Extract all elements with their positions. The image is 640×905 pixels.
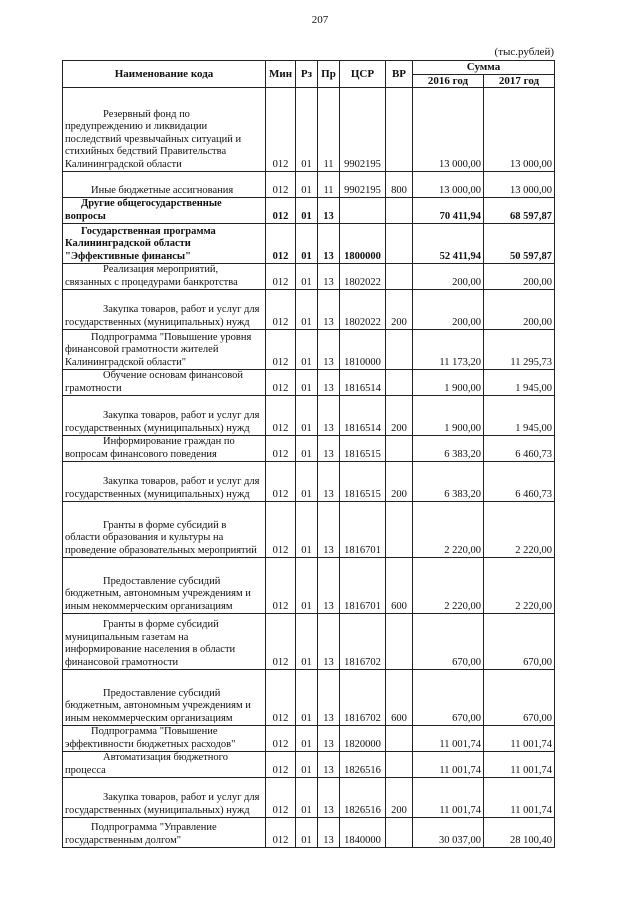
row-rz: 01 — [296, 88, 318, 172]
row-vr: 600 — [386, 558, 413, 614]
table-row — [63, 670, 555, 726]
row-sum-2017: 13 000,00 — [484, 88, 555, 172]
row-min: 012 — [266, 88, 296, 172]
row-pr: 13 — [318, 290, 340, 330]
table-row — [63, 224, 555, 264]
row-rz: 01 — [296, 198, 318, 224]
row-sum-2016: 200,00 — [413, 264, 484, 290]
row-sum-2016: 200,00 — [413, 290, 484, 330]
row-min: 012 — [266, 778, 296, 818]
row-rz: 01 — [296, 670, 318, 726]
row-sum-2017: 11 001,74 — [484, 726, 555, 752]
row-sum-2017: 11 001,74 — [484, 752, 555, 778]
row-sum-2016: 6 383,20 — [413, 436, 484, 462]
row-name: Информирование граждан по вопросам финансового поведения — [63, 436, 266, 462]
row-vr: 200 — [386, 462, 413, 502]
row-name: Резервный фонд по предупреждению и ликвидации последствий чрезвычайных ситуаций и стихийных бедствий Правительства Калининградской области — [63, 88, 266, 172]
row-csr: 1802022 — [340, 290, 386, 330]
row-rz: 01 — [296, 502, 318, 558]
row-rz: 01 — [296, 614, 318, 670]
row-min: 012 — [266, 330, 296, 370]
row-vr — [386, 224, 413, 264]
row-pr: 13 — [318, 614, 340, 670]
row-sum-2016: 70 411,94 — [413, 198, 484, 224]
row-sum-2017: 1 945,00 — [484, 396, 555, 436]
row-csr: 1816514 — [340, 396, 386, 436]
row-pr: 13 — [318, 198, 340, 224]
row-min: 012 — [266, 264, 296, 290]
row-sum-2016: 13 000,00 — [413, 88, 484, 172]
table-row — [63, 818, 555, 848]
row-rz: 01 — [296, 370, 318, 396]
row-pr: 11 — [318, 88, 340, 172]
row-rz: 01 — [296, 726, 318, 752]
row-sum-2016: 11 173,20 — [413, 330, 484, 370]
page-number: 207 — [311, 14, 329, 26]
row-sum-2017: 68 597,87 — [484, 198, 555, 224]
row-name: Подпрограмма "Управление государственным долгом" — [63, 818, 266, 848]
row-sum-2017: 2 220,00 — [484, 558, 555, 614]
row-sum-2017: 2 220,00 — [484, 502, 555, 558]
header-rz: Рз — [296, 61, 318, 88]
row-sum-2017: 6 460,73 — [484, 436, 555, 462]
header-min: Мин — [266, 61, 296, 88]
row-pr: 13 — [318, 224, 340, 264]
row-sum-2017: 13 000,00 — [484, 172, 555, 198]
row-rz: 01 — [296, 462, 318, 502]
row-csr: 1802022 — [340, 264, 386, 290]
row-rz: 01 — [296, 752, 318, 778]
row-vr: 200 — [386, 778, 413, 818]
row-name: Подпрограмма "Повышение уровня финансовой грамотности жителей Калининградской области" — [63, 330, 266, 370]
row-min: 012 — [266, 290, 296, 330]
row-csr: 9902195 — [340, 172, 386, 198]
row-sum-2017: 670,00 — [484, 670, 555, 726]
table-row — [63, 330, 555, 370]
row-sum-2017: 50 597,87 — [484, 224, 555, 264]
row-rz: 01 — [296, 778, 318, 818]
row-pr: 13 — [318, 818, 340, 848]
row-min: 012 — [266, 436, 296, 462]
row-rz: 01 — [296, 558, 318, 614]
row-sum-2017: 200,00 — [484, 290, 555, 330]
row-rz: 01 — [296, 290, 318, 330]
row-vr — [386, 614, 413, 670]
row-name: Предоставление субсидий бюджетным, автономным учреждениям и иным некоммерческим организациям — [63, 558, 266, 614]
row-csr: 1816514 — [340, 370, 386, 396]
row-rz: 01 — [296, 436, 318, 462]
table-row — [63, 172, 555, 198]
table-row — [63, 558, 555, 614]
row-csr — [340, 198, 386, 224]
row-sum-2016: 1 900,00 — [413, 370, 484, 396]
row-vr — [386, 818, 413, 848]
row-sum-2016: 6 383,20 — [413, 462, 484, 502]
row-rz: 01 — [296, 818, 318, 848]
row-sum-2017: 11 295,73 — [484, 330, 555, 370]
row-vr — [386, 370, 413, 396]
table-row — [63, 198, 555, 224]
table-row — [63, 752, 555, 778]
row-rz: 01 — [296, 224, 318, 264]
row-min: 012 — [266, 396, 296, 436]
table-row — [63, 290, 555, 330]
row-csr: 1816701 — [340, 502, 386, 558]
row-csr: 9902195 — [340, 88, 386, 172]
row-vr — [386, 436, 413, 462]
row-sum-2016: 13 000,00 — [413, 172, 484, 198]
row-name: Другие общегосударственные вопросы — [63, 198, 266, 224]
row-sum-2016: 11 001,74 — [413, 778, 484, 818]
row-pr: 13 — [318, 436, 340, 462]
row-vr: 800 — [386, 172, 413, 198]
row-name: Закупка товаров, работ и услуг для государственных (муниципальных) нужд — [63, 396, 266, 436]
row-min: 012 — [266, 224, 296, 264]
row-name: Государственная программа Калининградской области "Эффективные финансы" — [63, 224, 266, 264]
table-row — [63, 396, 555, 436]
row-min: 012 — [266, 726, 296, 752]
row-pr: 13 — [318, 370, 340, 396]
row-name: Предоставление субсидий бюджетным, автономным учреждениям и иным некоммерческим организациям — [63, 670, 266, 726]
row-name: Автоматизация бюджетного процесса — [63, 752, 266, 778]
header-name: Наименование кода — [63, 61, 266, 88]
row-csr: 1810000 — [340, 330, 386, 370]
table-body — [63, 88, 555, 848]
row-sum-2016: 2 220,00 — [413, 502, 484, 558]
row-csr: 1826516 — [340, 778, 386, 818]
row-sum-2017: 28 100,40 — [484, 818, 555, 848]
row-vr — [386, 264, 413, 290]
row-name: Иные бюджетные ассигнования — [63, 172, 266, 198]
row-pr: 13 — [318, 396, 340, 436]
row-vr: 600 — [386, 670, 413, 726]
row-vr — [386, 198, 413, 224]
table-row — [63, 502, 555, 558]
row-min: 012 — [266, 670, 296, 726]
row-sum-2016: 11 001,74 — [413, 752, 484, 778]
header-sum: Сумма — [413, 61, 555, 75]
row-vr: 200 — [386, 396, 413, 436]
row-pr: 13 — [318, 752, 340, 778]
row-rz: 01 — [296, 172, 318, 198]
row-vr: 200 — [386, 290, 413, 330]
row-min: 012 — [266, 614, 296, 670]
table-row — [63, 264, 555, 290]
row-name: Реализация мероприятий, связанных с процедурами банкротства — [63, 264, 266, 290]
row-pr: 13 — [318, 670, 340, 726]
row-pr: 13 — [318, 558, 340, 614]
row-vr — [386, 726, 413, 752]
row-min: 012 — [266, 462, 296, 502]
budget-table — [62, 60, 555, 848]
table-row — [63, 462, 555, 502]
table-row — [63, 614, 555, 670]
row-vr — [386, 88, 413, 172]
units-label: (тыс.рублей) — [494, 46, 554, 58]
row-csr: 1816515 — [340, 462, 386, 502]
row-sum-2016: 2 220,00 — [413, 558, 484, 614]
row-csr: 1800000 — [340, 224, 386, 264]
row-min: 012 — [266, 198, 296, 224]
row-sum-2016: 52 411,94 — [413, 224, 484, 264]
row-sum-2016: 1 900,00 — [413, 396, 484, 436]
row-pr: 13 — [318, 462, 340, 502]
row-name: Гранты в форме субсидий в области образования и культуры на проведение образовательных мероприятий — [63, 502, 266, 558]
row-pr: 13 — [318, 502, 340, 558]
row-sum-2016: 670,00 — [413, 670, 484, 726]
row-csr: 1840000 — [340, 818, 386, 848]
row-name: Закупка товаров, работ и услуг для государственных (муниципальных) нужд — [63, 778, 266, 818]
row-csr: 1816701 — [340, 558, 386, 614]
row-min: 012 — [266, 752, 296, 778]
table-row — [63, 726, 555, 752]
row-sum-2016: 11 001,74 — [413, 726, 484, 752]
row-pr: 11 — [318, 172, 340, 198]
header-2017: 2017 год — [484, 74, 555, 88]
row-rz: 01 — [296, 264, 318, 290]
row-csr: 1826516 — [340, 752, 386, 778]
table-row — [63, 436, 555, 462]
row-sum-2017: 1 945,00 — [484, 370, 555, 396]
row-pr: 13 — [318, 330, 340, 370]
row-pr: 13 — [318, 264, 340, 290]
row-csr: 1816702 — [340, 670, 386, 726]
row-name: Закупка товаров, работ и услуг для государственных (муниципальных) нужд — [63, 462, 266, 502]
row-sum-2017: 6 460,73 — [484, 462, 555, 502]
row-min: 012 — [266, 370, 296, 396]
row-pr: 13 — [318, 726, 340, 752]
row-vr — [386, 752, 413, 778]
row-sum-2017: 670,00 — [484, 614, 555, 670]
row-min: 012 — [266, 558, 296, 614]
table-row — [63, 778, 555, 818]
row-sum-2017: 11 001,74 — [484, 778, 555, 818]
table-row — [63, 370, 555, 396]
row-vr — [386, 502, 413, 558]
row-csr: 1816515 — [340, 436, 386, 462]
row-rz: 01 — [296, 330, 318, 370]
row-name: Гранты в форме субсидий муниципальным газетам на информирование населения в области финансовой грамотности — [63, 614, 266, 670]
header-csr: ЦСР — [340, 61, 386, 88]
header-pr: Пр — [318, 61, 340, 88]
row-pr: 13 — [318, 778, 340, 818]
table-row — [63, 88, 555, 172]
header-vr: ВР — [386, 61, 413, 88]
row-csr: 1816702 — [340, 614, 386, 670]
row-rz: 01 — [296, 396, 318, 436]
row-min: 012 — [266, 502, 296, 558]
header-2016: 2016 год — [413, 74, 484, 88]
row-min: 012 — [266, 172, 296, 198]
row-name: Обучение основам финансовой грамотности — [63, 370, 266, 396]
row-name: Закупка товаров, работ и услуг для государственных (муниципальных) нужд — [63, 290, 266, 330]
row-sum-2016: 670,00 — [413, 614, 484, 670]
row-sum-2016: 30 037,00 — [413, 818, 484, 848]
row-min: 012 — [266, 818, 296, 848]
row-sum-2017: 200,00 — [484, 264, 555, 290]
row-vr — [386, 330, 413, 370]
row-name: Подпрограмма "Повышение эффективности бюджетных расходов" — [63, 726, 266, 752]
row-csr: 1820000 — [340, 726, 386, 752]
